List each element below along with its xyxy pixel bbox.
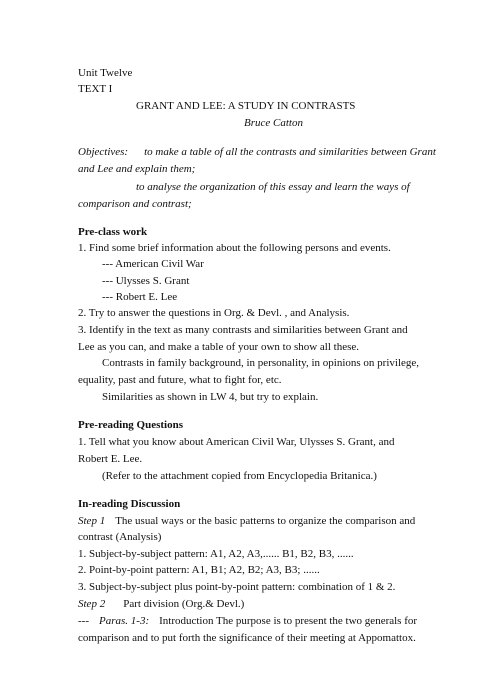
objectives-line-4: comparison and contrast; [78,198,192,210]
pre-class-item-3-line-4: equality, past and future, what to fight for, etc. [78,374,282,386]
step-2-text: Part division (Org.& Devl.) [123,598,245,610]
pattern-2: 2. Point-by-point pattern: A1, B1; A2, B2; A3, B3; ...... [78,564,320,576]
pre-class-item-2: 2. Try to answer the questions in Org. & Devl. , and Analysis. [78,307,350,319]
pre-class-sub-2: --- Ulysses S. Grant [102,275,190,287]
pre-class-heading: Pre-class work [78,226,148,238]
pre-class-sub-1: --- American Civil War [102,258,204,270]
paras-label: Paras. 1-3: [99,615,150,627]
step-2-line [78,597,244,611]
paras-prefix: --- [78,615,89,627]
step-1-label: Step 1 [78,515,106,527]
pre-class-sub-3: --- Robert E. Lee [102,291,178,303]
objectives-line-3: to analyse the organization of this essay and learn the ways of [136,181,410,193]
unit-heading: Unit Twelve [78,67,133,79]
essay-title: GRANT AND LEE: A STUDY IN CONTRASTS [136,100,356,112]
objectives-text-1: to make a table of all the contrasts and similarities between Grant [144,146,436,158]
step-1-line-2: contrast (Analysis) [78,531,162,543]
pre-reading-item-1-line-1: 1. Tell what you know about American Civil War, Ulysses S. Grant, and [78,436,395,448]
objectives-line-2: and Lee and explain them; [78,163,196,175]
text-label: TEXT I [78,83,113,95]
pre-reading-item-1-line-3: (Refer to the attachment copied from Encyclopedia Britanica.) [102,470,377,482]
step-2-label: Step 2 [78,598,106,610]
pre-class-item-3-line-2: Lee as you can, and make a table of your own to show all these. [78,341,360,353]
pattern-3: 3. Subject-by-subject plus point-by-point pattern: combination of 1 & 2. [78,581,396,593]
objectives-line-1 [78,145,436,159]
objectives-label: Objectives: [78,146,129,158]
step-1-line-1 [78,514,415,528]
paras-line-1 [78,614,417,628]
pre-class-item-3-line-3: Contrasts in family background, in personality, in opinions on privilege, [102,357,420,369]
paras-text: Introduction The purpose is to present the two generals for [159,615,418,627]
in-reading-heading: In-reading Discussion [78,498,181,510]
essay-author: Bruce Catton [244,117,303,129]
pattern-1: 1. Subject-by-subject pattern: A1, A2, A3,...... B1, B2, B3, ...... [78,548,354,560]
pre-class-item-3-line-5: Similarities as shown in LW 4, but try to explain. [102,391,319,403]
pre-class-item-1: 1. Find some brief information about the following persons and events. [78,242,391,254]
pre-class-item-3-line-1: 3. Identify in the text as many contrasts and similarities between Grant and [78,324,408,336]
step-1-text: The usual ways or the basic patterns to organize the comparison and [115,515,416,527]
pre-reading-item-1-line-2: Robert E. Lee. [78,453,143,465]
pre-reading-heading: Pre-reading Questions [78,419,184,431]
paras-line-2: comparison and to put forth the significance of their meeting at Appomattox. [78,632,416,644]
